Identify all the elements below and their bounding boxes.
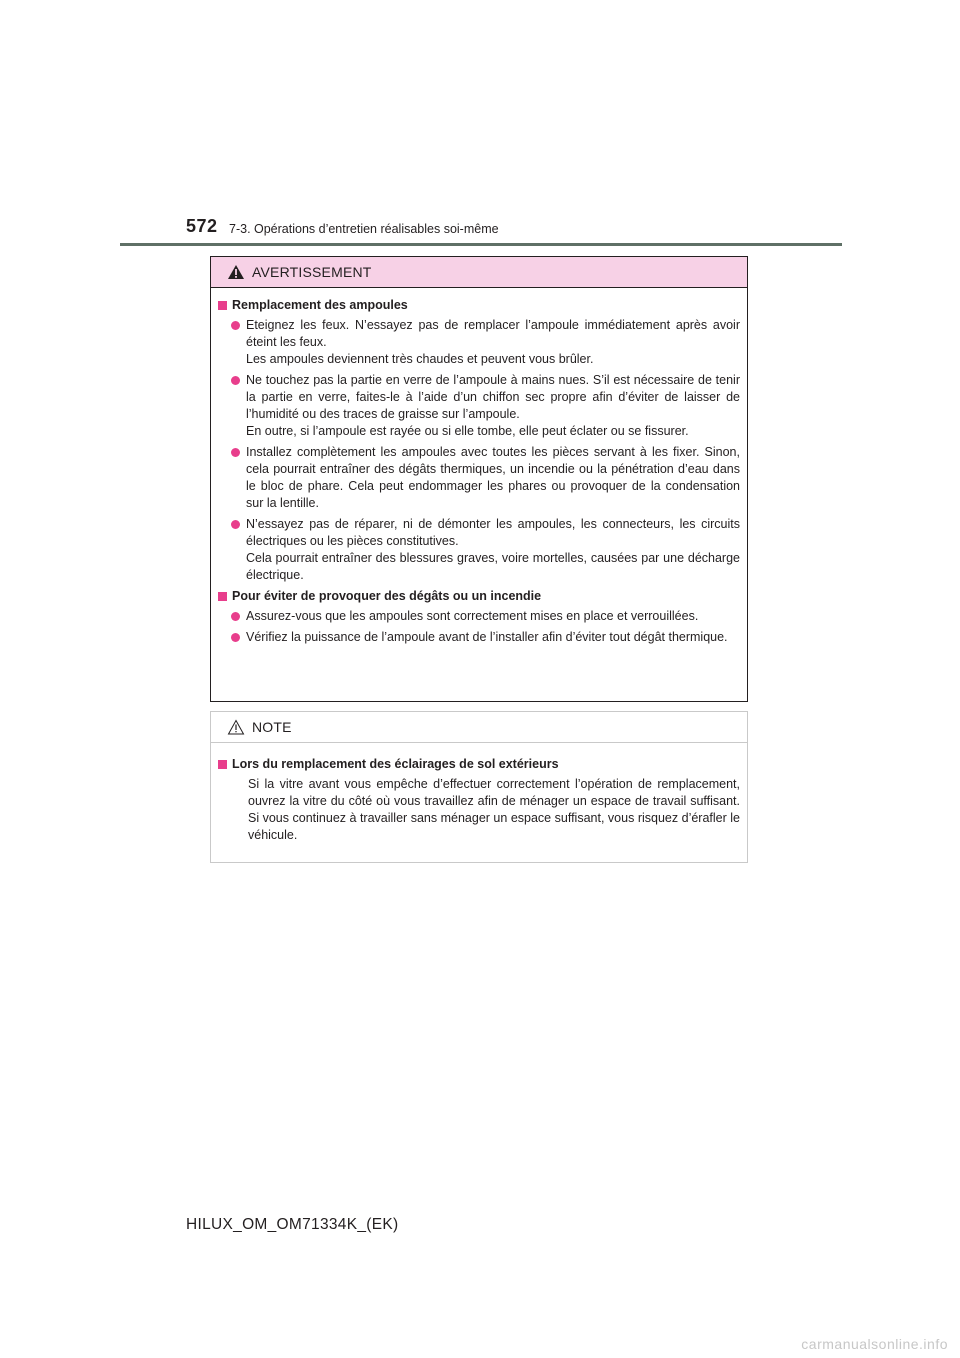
document-code: HILUX_OM_OM71334K_(EK) <box>186 1216 399 1233</box>
square-bullet-icon <box>218 592 227 601</box>
list-item <box>218 608 740 625</box>
round-bullet-icon <box>231 448 240 457</box>
list-item <box>218 317 740 368</box>
note-header <box>211 712 747 743</box>
bullet-text: Vérifiez la puissance de l’ampoule avant de l’installer afin d’éviter tout dégât thermique. <box>246 630 728 644</box>
bullet-text: Eteignez les feux. N’essayez pas de remplacer l’ampoule immédiatement après avoir éteint les feux. <box>246 318 740 349</box>
list-item <box>218 444 740 512</box>
list-item <box>218 516 740 584</box>
list-item <box>218 629 740 646</box>
bullet-text: Ne touchez pas la partie en verre de l’ampoule à mains nues. S’il est nécessaire de tenir la partie en verre, faites-le à l’aide d’un chiffon sec propre afin d’éviter de laisser de l’humidité ou des traces de graisse sur l’ampoule. <box>246 373 740 421</box>
square-bullet-icon <box>218 301 227 310</box>
list-item <box>218 372 740 440</box>
warning-body <box>211 288 747 646</box>
bullet-text: Cela pourrait entraîner des blessures graves, voire mortelles, causées par une décharge électrique. <box>246 551 740 582</box>
caution-triangle-outline-icon <box>227 719 245 735</box>
section-heading: Remplacement des ampoules <box>218 297 740 314</box>
round-bullet-icon <box>231 321 240 330</box>
bullet-text: Assurez-vous que les ampoules sont correctement mises en place et verrouillées. <box>246 609 699 623</box>
warning-triangle-icon <box>227 264 245 280</box>
bullet-text: Les ampoules deviennent très chaudes et peuvent vous brûler. <box>246 352 594 366</box>
section-heading: Pour éviter de provoquer des dégâts ou un incendie <box>218 588 740 605</box>
bullet-text: Installez complètement les ampoules avec toutes les pièces servant à les fixer. Sinon, cela pourrait entraîner des dégâts thermiques, un incendie ou la pénétration d’eau dans le bloc de phare. Cela peut endommager les phares ou provoquer de la condensation sur la lentille. <box>246 445 740 510</box>
bullet-text: En outre, si l’ampoule est rayée ou si elle tombe, elle peut éclater ou se fissurer. <box>246 424 689 438</box>
note-box <box>210 711 748 863</box>
watermark: carmanualsonline.info <box>801 1336 948 1352</box>
warning-box <box>210 256 748 702</box>
square-bullet-icon <box>218 760 227 769</box>
warning-header <box>211 257 747 288</box>
header-rule <box>120 243 842 246</box>
section-title: 7-3. Opérations d’entretien réalisables soi-même <box>229 222 499 236</box>
round-bullet-icon <box>231 520 240 529</box>
round-bullet-icon <box>231 633 240 642</box>
bullet-text: N’essayez pas de réparer, ni de démonter les ampoules, les connecteurs, les circuits électriques ou les pièces constitutives. <box>246 517 740 548</box>
section-heading: Lors du remplacement des éclairages de sol extérieurs <box>218 756 740 773</box>
round-bullet-icon <box>231 612 240 621</box>
note-body <box>211 743 747 844</box>
page-number: 572 <box>186 216 218 236</box>
warning-title: AVERTISSEMENT <box>252 264 372 280</box>
round-bullet-icon <box>231 376 240 385</box>
note-text: Si la vitre avant vous empêche d’effectuer correctement l’opération de remplacement, ouvrez la vitre du côté où vous travaillez afin de ménager un espace de travail suffisant. Si vous continuez à travailler sans ménager un espace suffisant, vous risquez d’érafler le véhicule. <box>248 777 740 842</box>
note-title: NOTE <box>252 719 292 735</box>
